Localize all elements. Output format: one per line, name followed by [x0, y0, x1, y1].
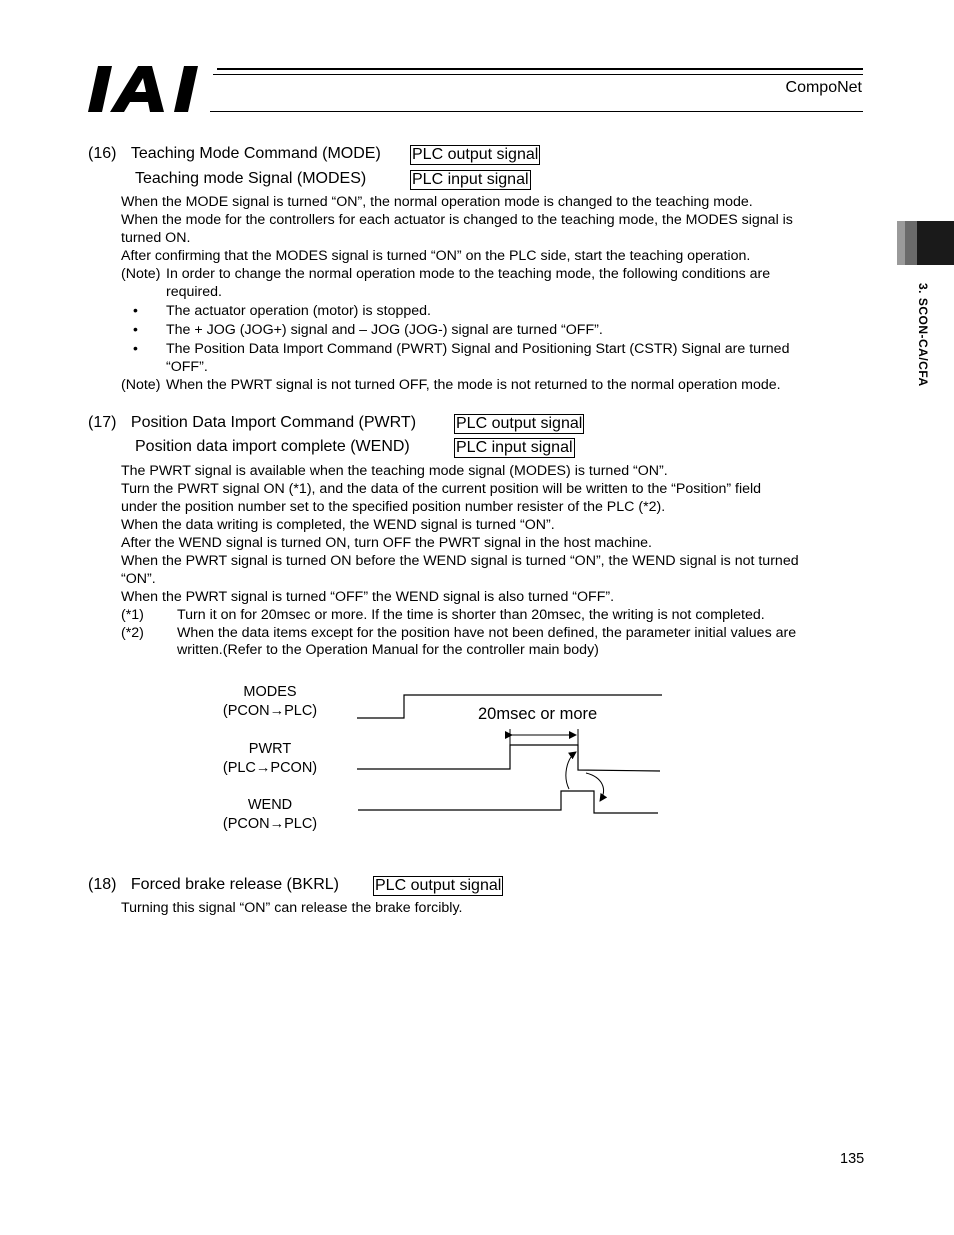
pwrt-name: PWRT — [248, 741, 292, 757]
item17-line: When the data writing is completed, the WEND signal is turned “ON”. — [121, 517, 555, 533]
item16-line: When the mode for the controllers for each actuator is changed to the teaching mode, the MODES signal is — [121, 212, 793, 228]
timing-diagram — [350, 685, 670, 825]
item17-line: When the PWRT signal is turned “OFF” the WEND signal is also turned “OFF”. — [121, 589, 615, 605]
item17-title1: Position Data Import Command (PWRT) — [130, 414, 417, 431]
timing-modes-label — [210, 683, 330, 721]
bullet-dot: • — [133, 340, 138, 356]
item16-line: When the MODE signal is turned “ON”, the normal operation mode is changed to the teaching mode. — [121, 194, 753, 210]
bullet-item: The + JOG (JOG+) signal and – JOG (JOG-) signal are turned “OFF”. — [166, 322, 603, 338]
note2-label: (Note) — [121, 377, 161, 393]
item17-line: After the WEND signal is turned ON, turn OFF the PWRT signal in the host machine. — [121, 535, 652, 551]
header-rule-thin — [213, 74, 863, 75]
item17-line: under the position number set to the specified position number resister of the PLC (*2). — [121, 499, 666, 515]
wend-waveform — [358, 791, 658, 813]
side-tab-shade-light — [897, 221, 905, 265]
item16-line: After confirming that the MODES signal is turned “ON” on the PLC side, start the teaching operation. — [121, 248, 751, 264]
item16-heading — [88, 145, 381, 163]
note1-line2: required. — [166, 284, 222, 300]
pwrt-direction: (PLC→PCON) — [222, 760, 318, 776]
wend-direction: (PCON→PLC) — [222, 816, 318, 832]
footnote2-line2: written.(Refer to the Operation Manual for the controller main body) — [177, 642, 599, 658]
footnote2-line1: When the data items except for the position have not been defined, the parameter initial values are — [177, 625, 797, 641]
modes-name: MODES — [243, 684, 297, 700]
chapter-label: 3. SCON-CA/CFA — [916, 283, 930, 387]
modes-direction: (PCON→PLC) — [222, 703, 318, 719]
item17-title2: Position data import complete (WEND) — [135, 438, 410, 455]
header-rule-top — [217, 68, 863, 70]
item18-title: Forced brake release (BKRL) — [130, 876, 339, 893]
item17-signal1-badge: PLC output signal — [456, 415, 583, 432]
item16-title1: Teaching Mode Command (MODE) — [130, 145, 381, 162]
note2-text: When the PWRT signal is not turned OFF, the mode is not returned to the normal operation mode. — [166, 377, 781, 393]
bullet-item: The actuator operation (motor) is stopped. — [166, 303, 431, 319]
item16-number: (16) — [88, 145, 117, 162]
item17-line: Turn the PWRT signal ON (*1), and the data of the current position will be written to the “Position” field — [121, 481, 762, 497]
item16-signal2-badge: PLC input signal — [412, 171, 529, 188]
footnote2-label: (*2) — [121, 625, 144, 641]
item17-line: “ON”. — [121, 571, 156, 587]
item18-text: Turning this signal “ON” can release the brake forcibly. — [121, 900, 463, 916]
item16-line: turned ON. — [121, 230, 191, 246]
section-title: CompoNet — [785, 79, 862, 96]
item17-line: The PWRT signal is available when the teaching mode signal (MODES) is turned “ON”. — [121, 463, 668, 479]
item16-signal1-badge: PLC output signal — [412, 146, 539, 163]
side-tab-block — [917, 221, 954, 265]
item18-number: (18) — [88, 876, 117, 893]
bullet-item: The Position Data Import Command (PWRT) Signal and Positioning Start (CSTR) Signal are turned — [166, 341, 790, 357]
header-rule-bottom — [210, 111, 863, 112]
item17-heading — [88, 414, 416, 432]
side-tab-shade-mid — [905, 221, 917, 265]
note1-label: (Note) — [121, 266, 161, 282]
item16-title2: Teaching mode Signal (MODES) — [135, 170, 367, 187]
bullet-dot: • — [133, 302, 138, 318]
wend-off-arrow — [586, 773, 604, 801]
iai-logo — [88, 66, 210, 112]
bullet-dot: • — [133, 321, 138, 337]
wend-name: WEND — [247, 797, 293, 813]
page-number: 135 — [840, 1151, 865, 1167]
modes-waveform — [357, 695, 662, 718]
timing-wend-label — [210, 796, 330, 834]
item17-signal2-badge: PLC input signal — [456, 439, 573, 456]
item17-number: (17) — [88, 414, 117, 431]
timing-pwrt-label — [210, 740, 330, 778]
footnote1-text: Turn it on for 20msec or more. If the time is shorter than 20msec, the writing is not completed. — [177, 607, 765, 623]
item18-heading — [88, 876, 339, 894]
footnote1-label: (*1) — [121, 607, 144, 623]
pwrt-waveform — [357, 745, 660, 771]
pwrt-to-wend-arrow — [566, 752, 576, 789]
bullet-item-continued: “OFF”. — [166, 359, 208, 375]
duration-label: 20msec or more — [478, 705, 598, 723]
item18-signal-badge: PLC output signal — [375, 877, 502, 894]
note1-line1: In order to change the normal operation mode to the teaching mode, the following conditions are — [166, 266, 771, 282]
item17-line: When the PWRT signal is turned ON before the WEND signal is turned “ON”, the WEND signal is not turned — [121, 553, 799, 569]
